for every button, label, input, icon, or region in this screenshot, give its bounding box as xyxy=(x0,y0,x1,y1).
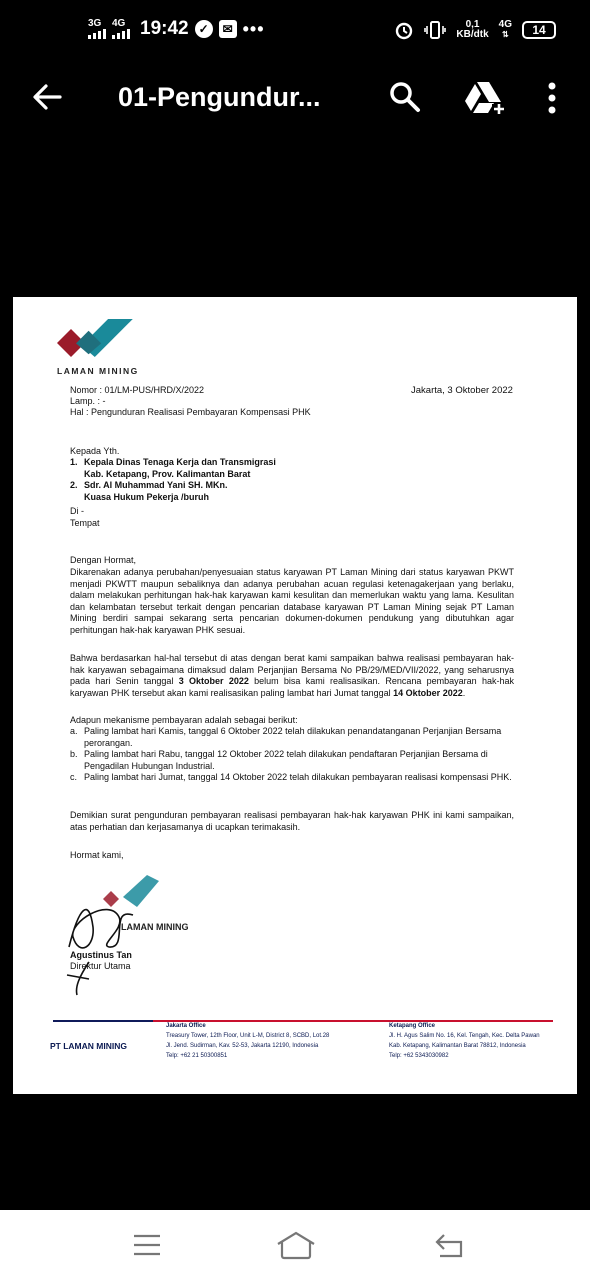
more-notifications-icon: ••• xyxy=(242,18,265,39)
paragraph-2-deadline: 14 Oktober 2022 xyxy=(393,687,463,698)
status-right xyxy=(394,20,556,40)
recipient-list xyxy=(70,457,514,503)
recipient-line: Kab. Ketapang, Prov. Kalimantan Barat xyxy=(84,468,251,479)
signal-bars-icon xyxy=(112,29,130,39)
list-number: c. xyxy=(70,772,78,783)
sim1-label: 3G xyxy=(88,18,102,29)
paragraph-2-text: . xyxy=(462,687,466,698)
footer-company: PT LAMAN MINING xyxy=(50,1041,127,1051)
recipient-line: Sdr. Al Muhammad Yani SH. MKn. xyxy=(84,480,228,491)
mechanism-list xyxy=(70,726,520,784)
list-text: Paling lambat hari Rabu, tanggal 12 Oktober 2022 telah dilakukan pendaftaran Perjanjian Bersama di Pengadilan Hubungan Industrial. xyxy=(84,749,488,771)
recipient-item xyxy=(70,492,514,504)
list-number: a. xyxy=(70,726,78,736)
paragraph-2-text: belum bisa kami realisasikan. Rencana pembayaran hak-hak karyawan PHK tersebut akan kami realisasikan paling lambat hari Jumat tanggal xyxy=(70,676,514,698)
network-speed xyxy=(456,20,488,40)
vibrate-icon xyxy=(424,20,446,40)
office-phone: Telp: +62 21 50300851 xyxy=(166,1053,228,1059)
network-type xyxy=(499,20,512,40)
office-address-line: Jl. Jend. Sudirman, Kav. 52-53, Jakarta 12190, Indonesia xyxy=(166,1043,319,1049)
letter-date: Jakarta, 3 Oktober 2022 xyxy=(411,385,513,396)
footer-jakarta-office xyxy=(166,1021,329,1061)
list-number: b. xyxy=(70,749,78,760)
recipient-line: Kuasa Hukum Pekerja /buruh xyxy=(84,491,210,502)
closing-salutation: Hormat kami, xyxy=(70,850,124,860)
laman-mining-logo xyxy=(55,315,145,363)
search-icon[interactable] xyxy=(388,80,422,114)
recipient-item xyxy=(70,480,514,492)
sim2-label: 4G xyxy=(112,18,126,29)
recent-apps-icon[interactable] xyxy=(133,1234,161,1256)
mail-icon: ✉ xyxy=(219,20,237,38)
alarm-icon xyxy=(394,20,414,40)
recipient-item xyxy=(70,469,514,481)
paragraph-2-text: Bahwa berdasarkan hal-hal tersebut di atas dengan berat kami sampaikan bahwa realisasi pembayaran hak-hak karyawan sebagaimana dimaksud dalam Perjanjian Bersama No PB/29/MED/VII/2022, yang seharusnya pada hari Senin tanggal xyxy=(70,653,514,687)
home-icon[interactable] xyxy=(276,1230,316,1260)
list-number: 1. xyxy=(70,457,78,467)
more-options-icon[interactable] xyxy=(540,78,564,118)
app-bar xyxy=(0,62,590,134)
check-icon: ✓ xyxy=(195,20,213,38)
list-number: 2. xyxy=(70,480,78,491)
letter-number: Nomor : 01/LM-PUS/HRD/X/2022 xyxy=(70,385,205,395)
office-address-line: Treasury Tower, 12th Floor, Unit L-M, District 8, SCBD, Lot.28 xyxy=(166,1033,330,1039)
sim2-signal xyxy=(112,19,130,39)
footer-divider-accent xyxy=(53,1020,153,1022)
addressee-di: Di - xyxy=(70,506,84,516)
paragraph-2 xyxy=(70,653,514,699)
office-heading: Ketapang Office xyxy=(389,1023,436,1029)
addressee-intro: Kepada Yth. xyxy=(70,446,120,456)
recipient-item xyxy=(70,457,514,469)
system-nav-bar xyxy=(0,1210,590,1280)
battery-icon xyxy=(522,21,556,39)
letter-subject: Hal : Pengunduran Realisasi Pembayaran Kompensasi PHK xyxy=(70,407,311,417)
net-arrows-icon: ⇅ xyxy=(501,30,509,39)
list-item xyxy=(70,726,520,749)
net-type-label: 4G xyxy=(498,19,512,30)
document-title: 01-Pengundur... xyxy=(118,82,321,112)
add-to-drive-icon[interactable] xyxy=(464,80,504,116)
list-item xyxy=(70,749,520,772)
back-arrow-icon[interactable] xyxy=(30,80,64,114)
letter-attachment: Lamp. : - xyxy=(70,396,106,406)
office-address-line: Jl. H. Agus Salim No. 16, Kel. Tengah, Kec. Delta Pawan xyxy=(389,1033,540,1039)
paragraph-2-date: 3 Oktober 2022 xyxy=(178,676,249,687)
office-phone: Telp: +62 5343030982 xyxy=(389,1053,449,1059)
net-speed-value: 0,1 xyxy=(465,19,480,30)
list-text: Paling lambat hari Kamis, tanggal 6 Oktober 2022 telah dilakukan penandatanganan Perjanjian Bersama perorangan. xyxy=(84,726,502,748)
status-left xyxy=(88,18,265,40)
signature-stamp-image xyxy=(49,867,189,997)
clock: 19:42 xyxy=(140,18,189,39)
signer-title: Direktur Utama xyxy=(70,961,131,971)
recipient-line: Kepala Dinas Tenaga Kerja dan Transmigrasi xyxy=(84,457,276,467)
stamp-text: LAMAN MINING xyxy=(121,922,189,932)
list-item xyxy=(70,772,520,784)
signer-name: Agustinus Tan xyxy=(70,950,132,960)
greeting: Dengan Hormat, xyxy=(70,555,137,565)
office-heading: Jakarta Office xyxy=(166,1023,206,1029)
closing-paragraph: Demikian surat pengunduran pembayaran realisasi pembayaran hak-hak karyawan PHK ini kami sampaikan, atas perhatian dan kerjasamanya di ucapkan terimakasih. xyxy=(70,810,514,832)
brand-name: LAMAN MINING xyxy=(57,366,139,376)
battery-level: 14 xyxy=(532,23,546,37)
back-nav-icon[interactable] xyxy=(434,1232,466,1258)
sim1-signal xyxy=(88,19,106,39)
office-address-line: Kab. Ketapang, Kalimantan Barat 78812, Indonesia xyxy=(389,1043,526,1049)
mechanism-intro: Adapun mekanisme pembayaran adalah sebagai berikut: xyxy=(70,715,298,725)
status-bar xyxy=(0,0,590,62)
document-page xyxy=(13,297,577,1094)
net-speed-unit: KB/dtk xyxy=(456,29,489,40)
list-text: Paling lambat hari Jumat, tanggal 14 Oktober 2022 telah dilakukan pembayaran realisasi kompensasi PHK. xyxy=(84,772,512,783)
signal-bars-icon xyxy=(88,29,106,39)
paragraph-1: Dikarenakan adanya perubahan/penyesuaian status karyawan PT Laman Mining dari status karyawan PKWT menjadi PKWTT maupun sebaliknya dan adanya perubahan acuan regulasi ketenagakerjaan yang berlaku, dalam melakukan perhitungan hak-hak karyawan kami kesulitan dan memerlukan waktu yang lama. Kesulitan dan kelambatan tersebut terkait dengan pencarian database karyawan PT Laman Mining sejak PT Laman Mining berdiri sampai sekarang serta pencarian dokumen-dokumen pendukung yang dibutuhkan agar perhitungan hak-hak karyawan PHK sesuai. xyxy=(70,567,514,635)
footer-ketapang-office xyxy=(389,1021,540,1061)
addressee-place: Tempat xyxy=(70,518,100,528)
